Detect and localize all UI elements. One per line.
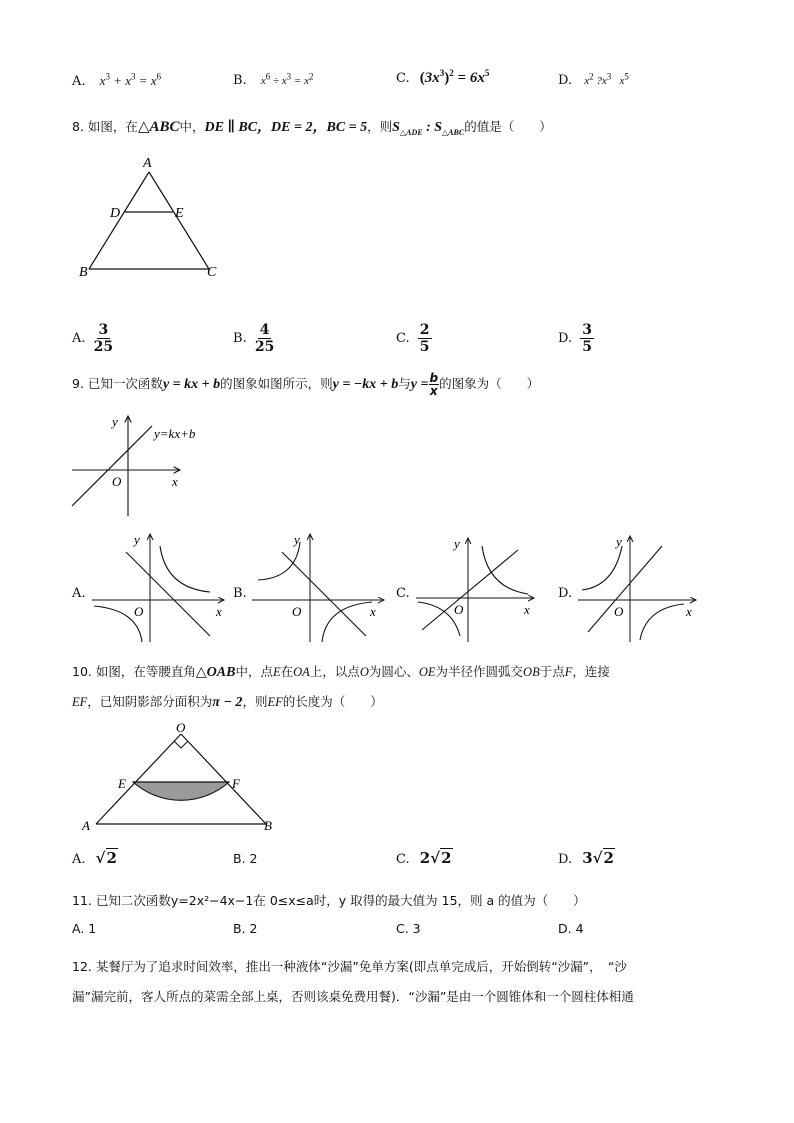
q8-triangle: △ABC <box>137 119 180 135</box>
q10-triangle: △OAB <box>195 665 236 680</box>
q9a-x-label: x <box>216 604 222 619</box>
q10-option-b-value: 2 <box>249 851 258 866</box>
q8-label-a: A <box>143 156 152 171</box>
q9c-y-label: y <box>454 536 460 551</box>
q10-option-b-label: B. <box>233 851 246 866</box>
q10-stem-line1 <box>72 662 610 681</box>
q9-fn3-fraction <box>429 372 440 397</box>
q9b-x-label: x <box>370 604 376 619</box>
q10-option-d-coef: 3 <box>582 849 593 867</box>
q9-option-d-label: D. <box>558 586 573 601</box>
q9b-line <box>282 552 366 636</box>
q11-option-b: B. 2 <box>233 921 258 936</box>
q9-option-a-graph <box>88 532 228 644</box>
q9-text3: 与 <box>398 376 411 391</box>
q10-point-o: O <box>359 665 369 679</box>
q9-option-c-label: C. <box>396 586 410 601</box>
q9-fn3-num: b <box>429 371 439 385</box>
q11-text: 已知二次函数y=2x²−4x−1在 0≤x≤a时，y 取得的最大值为 15，则 a 的值为（ ） <box>95 893 586 908</box>
q10-label-b: B <box>264 818 272 833</box>
q7-option-d: D. $x^2$ $?x^3$ $x^5$ <box>558 71 629 88</box>
q10-option-c-label: C. <box>396 852 410 867</box>
q8-option-a-label: A. <box>72 331 86 346</box>
q9a-hyperbola-q1 <box>160 546 210 592</box>
q9d-origin: O <box>614 604 624 619</box>
q8-label-e: E <box>175 206 184 221</box>
q9-number: 9. <box>72 376 84 391</box>
q8-text-mid: 中， <box>179 119 205 134</box>
q12-line1-text: 某餐厅为了追求时间效率，推出一种液体“沙漏”免单方案(即点单完成后，开始倒转“沙漏”， “沙 <box>95 959 627 974</box>
q10-option-c-coef: 2 <box>419 849 431 867</box>
q7-option-d-label: D. <box>558 73 573 88</box>
q9-text1: 已知一次函数 <box>87 376 163 391</box>
q9-main-x-label: x <box>172 474 178 489</box>
q9d-hyperbola-q2 <box>582 546 622 590</box>
q10-option-c-rad: 2 <box>441 849 452 867</box>
q10-line1e: 为圆心、 <box>368 664 419 679</box>
q9-option-b-label: B. <box>233 586 247 601</box>
q9-option-c-graph <box>412 532 542 644</box>
q8-option-d-label: D. <box>558 331 573 346</box>
q8-option-c-num: 2 <box>419 322 430 338</box>
q12-number: 12. <box>72 959 92 974</box>
q9-stem <box>72 372 539 397</box>
q10-line1c: 在 <box>280 664 294 679</box>
q9b-y-label: y <box>294 532 300 547</box>
q8-option-b <box>233 322 274 355</box>
q9-fn1: y = kx + b <box>162 377 221 392</box>
q8-label-d: D <box>110 206 121 221</box>
q11-number: 11. <box>72 893 92 908</box>
q7-option-c-label: C. <box>396 71 410 86</box>
q9-fn2: y = −kx + b <box>332 377 399 392</box>
q10-line2c: 的长度为（ ） <box>282 694 383 709</box>
q8-triangle-figure <box>75 150 225 285</box>
q10-option-c <box>396 849 453 867</box>
q9-main-figure <box>68 412 228 522</box>
q9-fn3-lhs: y = <box>410 377 429 392</box>
q9-text4: 的图象为（ ） <box>439 376 540 391</box>
q9-main-y-label: y <box>112 414 118 429</box>
q9-main-line <box>72 426 152 506</box>
q9d-y-label: y <box>616 534 622 549</box>
q10-segment-oe: OE <box>418 665 436 679</box>
q10-number: 10. <box>72 664 92 679</box>
q10-option-a-label: A. <box>72 852 86 867</box>
q8-text-suffix: 的值是（ ） <box>464 119 552 134</box>
q10-segment-oa: OA <box>293 665 310 679</box>
q10-line1b: 中，点 <box>235 664 273 679</box>
q10-segment-ef-2: EF <box>267 695 283 709</box>
q10-right-angle-mark <box>174 741 188 748</box>
q7-option-b: B. $x^6 \div x^3 = x^2$ <box>233 71 314 88</box>
q11-option-d: D. 4 <box>558 921 584 936</box>
q8-ratio: $S_{\triangle ADE}$ : $S_{\triangle ABC}$ <box>392 120 465 137</box>
q10-side-ob <box>181 734 266 824</box>
q10-area: π − 2 <box>212 695 243 710</box>
q10-line2a: ，已知阴影部分面积为 <box>87 694 213 709</box>
q8-option-a-num: 3 <box>98 322 109 338</box>
q9b-origin: O <box>292 604 302 619</box>
q8-option-b-fraction <box>255 322 274 355</box>
q8-stem <box>72 116 552 136</box>
q11-stem <box>72 891 586 909</box>
q7-option-c: C. $(3x^3)^2 = 6x^5$ <box>396 68 490 86</box>
q10-line1a: 如图，在等腰直角 <box>95 664 196 679</box>
q10-option-a-value: √2 <box>95 849 117 867</box>
q11-option-a: A. 1 <box>72 921 97 936</box>
q9-main-line-label: y=kx+b <box>154 426 196 441</box>
q8-option-d <box>558 322 594 355</box>
q10-line1h: ，连接 <box>572 664 610 679</box>
q8-option-c <box>396 322 432 355</box>
q8-text-prefix: 如图，在 <box>87 119 138 134</box>
q10-option-d <box>558 849 615 867</box>
q10-label-e: E <box>118 776 126 791</box>
q9-text2: 的图象如图所示，则 <box>220 376 333 391</box>
q10-option-d-label: D. <box>558 852 573 867</box>
q10-line1f: 为半径作圆弧交 <box>435 664 524 679</box>
q8-option-c-fraction <box>418 322 432 355</box>
q9c-hyperbola-q1 <box>482 546 528 594</box>
q9c-x-label: x <box>524 602 530 617</box>
q9-option-a-label: A. <box>72 586 86 601</box>
q9a-y-label: y <box>134 532 140 547</box>
q10-line1g: 于点 <box>539 664 565 679</box>
q8-option-c-label: C. <box>396 331 410 346</box>
q9-option-b-graph <box>248 532 388 644</box>
q9c-line <box>422 550 518 630</box>
q10-segment-ef: EF <box>72 695 88 709</box>
q10-point-f: F <box>564 665 573 679</box>
q8-option-a <box>72 322 113 355</box>
q9-fn3-den: x <box>429 384 438 398</box>
q8-label-b: B <box>79 265 88 280</box>
q8-option-c-den: 5 <box>419 339 430 355</box>
q9c-origin: O <box>454 602 464 617</box>
q10-stem-line2 <box>72 692 383 711</box>
q9a-origin: O <box>134 604 144 619</box>
q7-option-a: A. $x^3 + x^3 = x^6$ <box>72 71 162 89</box>
q12-line1 <box>72 957 627 975</box>
q8-option-d-den: 5 <box>582 339 592 355</box>
q11-option-c: C. 3 <box>396 921 421 936</box>
q10-label-a: A <box>82 818 90 833</box>
q8-option-a-den: 25 <box>93 339 114 355</box>
q9-main-origin: O <box>112 474 122 489</box>
q10-option-a-rad: 2 <box>106 849 117 867</box>
q10-point-e: E <box>272 665 281 679</box>
q10-option-a <box>72 849 118 867</box>
q8-option-b-num: 4 <box>259 322 270 338</box>
q10-line1d: 上，以点 <box>309 664 360 679</box>
q7-option-b-label: B. <box>233 73 247 88</box>
q10-side-oa <box>96 734 181 824</box>
q7-option-a-label: A. <box>72 74 86 89</box>
q10-option-c-value: 2√2 <box>419 849 452 867</box>
q9d-x-label: x <box>686 604 692 619</box>
q9b-hyperbola-q4 <box>322 602 372 642</box>
q9b-hyperbola-q2 <box>258 542 300 580</box>
q8-option-d-fraction <box>580 322 594 355</box>
q8-condition: DE ∥ BC，DE = 2，BC = 5 <box>204 120 368 135</box>
q8-label-c: C <box>207 265 217 280</box>
q10-option-d-rad: 2 <box>603 849 614 867</box>
q9d-line <box>588 546 662 632</box>
q8-number: 8. <box>72 119 84 134</box>
q12-line2: 漏”漏完前，客人所点的菜需全部上桌，否则该桌免费用餐)．“沙漏”是由一个圆锥体和一个圆柱体相通 <box>72 989 634 1004</box>
q10-line2b: ，则 <box>242 694 268 709</box>
q10-label-o: O <box>176 720 186 735</box>
q10-option-d-value: 3√2 <box>582 849 614 867</box>
q10-shaded-region <box>133 782 229 800</box>
q8-option-b-label: B. <box>233 331 247 346</box>
q8-option-d-num: 3 <box>582 322 592 338</box>
q9d-hyperbola-q4 <box>640 604 684 640</box>
q9a-line <box>126 552 210 636</box>
q8-option-a-fraction <box>94 322 113 355</box>
q10-figure <box>78 720 278 838</box>
q10-option-b <box>233 851 258 866</box>
q8-option-b-den: 25 <box>254 339 275 355</box>
q9-option-d-graph <box>574 532 704 644</box>
q8-text-mid2: ，则 <box>367 119 393 134</box>
q10-segment-ob: OB <box>523 665 540 679</box>
q10-label-f: F <box>232 776 240 791</box>
